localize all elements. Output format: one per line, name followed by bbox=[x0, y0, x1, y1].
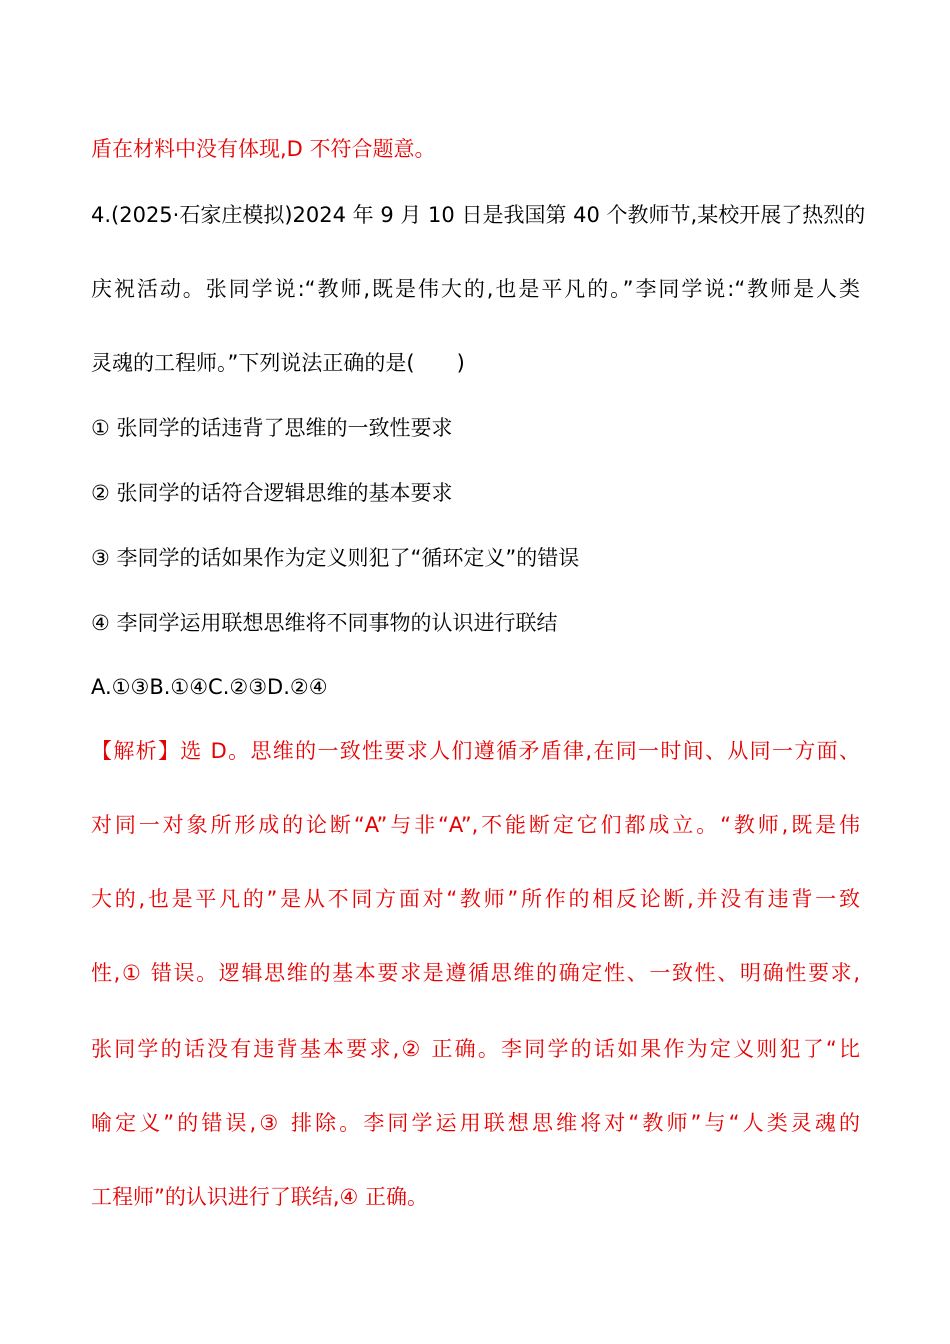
analysis-line: 张同学的话没有违背基本要求,② 正确。李同学的话如果作为定义则犯了“比 bbox=[91, 1037, 860, 1061]
statement-1: ① 张同学的话违背了思维的一致性要求 bbox=[91, 416, 453, 440]
statement-2: ② 张同学的话符合逻辑思维的基本要求 bbox=[91, 481, 453, 505]
statement-4: ④ 李同学运用联想思维将不同事物的认识进行联结 bbox=[91, 611, 558, 635]
question-stem-line: 4.(2025·石家庄模拟)2024 年 9 月 10 日是我国第 40 个教师节,某校开展了热烈的 bbox=[91, 203, 866, 227]
previous-answer-continuation: 盾在材料中没有体现,D 不符合题意。 bbox=[91, 137, 436, 161]
analysis-line: 工程师”的认识进行了联结,④ 正确。 bbox=[91, 1185, 429, 1209]
statement-3: ③ 李同学的话如果作为定义则犯了“循环定义”的错误 bbox=[91, 546, 580, 570]
analysis-line: 大的,也是平凡的”是从不同方面对“教师”所作的相反论断,并没有违背一致 bbox=[91, 887, 860, 911]
analysis-line: 【解析】选 D。思维的一致性要求人们遵循矛盾律,在同一时间、从同一方面、 bbox=[91, 739, 860, 763]
question-stem-line: 灵魂的工程师。”下列说法正确的是( ) bbox=[91, 351, 465, 375]
answer-options: A.①③B.①④C.②③D.②④ bbox=[91, 675, 328, 699]
analysis-line: 性,① 错误。逻辑思维的基本要求是遵循思维的确定性、一致性、明确性要求, bbox=[91, 961, 860, 985]
analysis-line: 对同一对象所形成的论断“A”与非“A”,不能断定它们都成立。“教师,既是伟 bbox=[91, 813, 860, 837]
analysis-line: 喻定义”的错误,③ 排除。李同学运用联想思维将对“教师”与“人类灵魂的 bbox=[91, 1111, 860, 1135]
question-stem-line: 庆祝活动。张同学说:“教师,既是伟大的,也是平凡的。”李同学说:“教师是人类 bbox=[91, 277, 860, 301]
